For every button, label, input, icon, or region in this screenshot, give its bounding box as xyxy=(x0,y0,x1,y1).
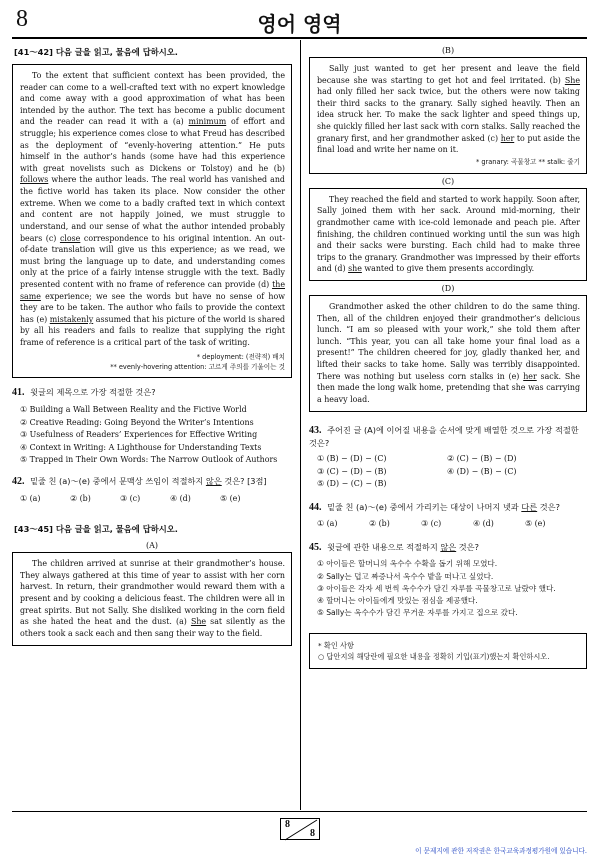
options-row xyxy=(317,453,587,466)
question-43 xyxy=(309,424,587,491)
question-text: 윗글에 관한 내용으로 적절하지 xyxy=(327,541,441,552)
passage-seg: sat silently as the others took a sack each and then sang their way to the field. xyxy=(20,617,286,638)
option-3[interactable]: ③ 아이들은 각자 세 번씩 옥수수가 담긴 자루를 곡물창고로 날랐야 했다. xyxy=(317,583,556,593)
passage-seg: The children arrived at sunrise at their grandmother’s house. They always gathered at this time of year to assist with her corn harvest. In return, their grandmother would reward them with a present and by cooking a delicious feast. The children were all in great spirits. But not Sally. She disliked working in the corn field as she hated the heat and the dust. (a) xyxy=(20,559,285,627)
section-heading-43-45: [43～45] 다음 글을 읽고, 물음에 답하시오. xyxy=(14,524,178,535)
question-text: 것은? xyxy=(537,501,560,512)
passage-seg: To the extent that sufficient context has been provided, the reader can come to a well-crafted text with no expert knowledge and come away with a good approximation of what has been intended by the author. The text has become a public document and the reader can read it with a (a) xyxy=(20,71,285,127)
passage-seg: had only filled her sack twice, but the others were now taking their third sacks to the granary. Sally sighed heavily. Then an idea struck her. To make the sack lighter and speed things up, she quickly filled her last sack with corn stalks. Sally reached the granary first, and her grandmother asked (c) xyxy=(317,87,580,143)
passage-seg: Grandmother asked the other children to do the same thing. Then, all of the children enjoyed their grandmother’s delicious lunch. “I am so pleased with your work,” she told them after lunch. “This year, you can all take home your final load as a present!” The children cheered for joy, gladly thanked her, and lifted their sacks to take home. Sally was terribly disappointed. There was nothing but useless corn stalks in (e) xyxy=(317,302,580,381)
question-41 xyxy=(12,386,292,467)
options xyxy=(309,558,587,619)
passage-label-b: (B) xyxy=(441,46,455,55)
passage-text xyxy=(20,70,285,349)
left-column xyxy=(12,46,292,646)
question-number: 43. xyxy=(309,424,322,436)
footer-page-indicator xyxy=(280,818,320,840)
option-2[interactable]: ② Sally는 덥고 짜증나서 옥수수 밭을 떠나고 싶었다. xyxy=(317,571,494,581)
question-text: 밑줄 친 (a)～(e) 중에서 가리키는 대상이 나머지 넷과 xyxy=(327,501,522,512)
question-text-underlined: 다른 xyxy=(521,501,538,512)
underline-a: minimum xyxy=(188,117,227,127)
question-text-underlined: 않은 xyxy=(205,476,222,487)
footnote-evenly-hovering: ** evenly-hovering attention: 고르게 주의를 기울이는 것 xyxy=(110,362,285,371)
footnote-deployment: * deployment: (전략적) 배치 xyxy=(196,352,285,361)
passage-seg: where the author leads. The real world has vanished and the fictive world has taken its place. Now consider the other extreme. When we come to a badly crafted text in which context and content are not happily joined, we must struggle to understand, and our sense of what the author intended probably bears (c) xyxy=(20,175,285,243)
option-1[interactable]: ① 아이들은 할머니의 옥수수 수확을 돕기 위해 모였다. xyxy=(317,559,498,569)
option-5[interactable]: ⑤ Trapped in Their Own Words: The Narrow Outlook of Authors xyxy=(20,455,278,465)
header-rule xyxy=(12,37,587,39)
question-45 xyxy=(309,541,587,619)
passage-d xyxy=(309,295,587,411)
passage-a xyxy=(12,552,292,645)
page-header xyxy=(12,6,587,36)
question-44 xyxy=(309,501,587,531)
options xyxy=(309,518,587,531)
footer-page-number: 8 xyxy=(285,819,290,830)
passage-seg: experience; we see the words but have no sense of how they are to be taken. The author who fails to provide the context has (e) xyxy=(20,291,285,324)
page-number: 8 xyxy=(16,6,28,32)
footer-rule xyxy=(12,811,587,812)
underline-c: close xyxy=(59,233,81,243)
question-text: 것은? [3점] xyxy=(221,476,267,487)
option-2[interactable]: ② (b) xyxy=(70,493,91,503)
passage-seg: wanted to give them presents accordingly. xyxy=(361,264,535,274)
option-1[interactable]: ① (B) − (D) − (C) xyxy=(317,453,387,463)
passage-seg: correspondence to his original intention. An out-of-date translation will give us this experience; as we read, we must bring the language up to date, and understanding comes only at the price of a fairly intense struggle with the text. Badly presented content with no frame of reference can provide (d) xyxy=(20,233,285,289)
passage-seg: assumed that his picture of the world is shared by all his readers and fails to realize that supplying the right frame of reference is a critical part of the task of writing. xyxy=(20,314,285,348)
option-5[interactable]: ⑤ (e) xyxy=(220,493,241,503)
underline-e: her xyxy=(523,371,537,381)
passage-seg: of effort and struggle; his experience comes close to what Freud has described as the deployment of “evenly-hovering attention.” He puts himself in the author’s hands (some have had this experience with great novelists such as Dickens or Tolstoy) and he (b) xyxy=(20,117,285,173)
question-number: 41. xyxy=(12,387,25,399)
question-text: 것은? xyxy=(456,541,479,552)
page-title: 영어 영역 xyxy=(257,12,342,36)
passage-c xyxy=(309,188,587,281)
underline-a: She xyxy=(190,617,207,627)
passage-text xyxy=(317,301,580,405)
section-heading-41-42: [41～42] 다음 글을 읽고, 물음에 답하시오. xyxy=(14,47,178,57)
option-2[interactable]: ② Creative Reading: Going Beyond the Writer’s Intentions xyxy=(20,417,254,427)
footnote-granary-stalk: * granary: 곡물창고 ** stalk: 줄기 xyxy=(475,157,580,166)
footer-total-pages: 8 xyxy=(310,828,315,839)
option-2[interactable]: ② (b) xyxy=(369,519,390,529)
passage-41-42 xyxy=(12,64,292,378)
passage-seg: to put aside the final load and write her name on it. xyxy=(317,133,580,155)
passage-text xyxy=(317,63,580,156)
underline-e: mistakenly xyxy=(49,314,94,324)
question-text: 주어진 글 (A)에 이어질 내용을 순서에 맞게 배열한 것으로 가장 적절한 것은? xyxy=(309,424,579,449)
copyright-notice: 이 문제지에 관한 저작권은 한국교육과정평가원에 있습니다. xyxy=(415,847,587,855)
option-1[interactable]: ① Building a Wall Between Reality and the Fictive World xyxy=(20,404,247,414)
confirmation-notice xyxy=(309,633,587,669)
option-3[interactable]: ③ (c) xyxy=(120,493,141,503)
option-4[interactable]: ④ Context in Writing: A Lighthouse for Understanding Texts xyxy=(20,442,262,452)
option-5[interactable]: ⑤ (e) xyxy=(525,519,546,529)
passage-text xyxy=(20,558,285,639)
option-4[interactable]: ④ (d) xyxy=(170,493,191,503)
question-text: 윗글의 제목으로 가장 적절한 것은? xyxy=(30,387,156,398)
option-4[interactable]: ④ (d) xyxy=(473,519,494,529)
notice-title: * 확인 사항 xyxy=(318,641,354,651)
option-1[interactable]: ① (a) xyxy=(317,519,338,529)
option-4[interactable]: ④ (D) − (B) − (C) xyxy=(447,466,517,476)
question-text: 밑줄 친 (a)～(e) 중에서 문맥상 쓰임이 적절하지 xyxy=(30,476,206,487)
right-column xyxy=(309,46,587,669)
passage-seg: They reached the field and started to work happily. Soon after, Sally joined them with her sack. Around mid-morning, their grandmother came with ice-cold lemonade and peach pie. After finishing, the children continued working until the sun was high and their sacks were bursting. Each child had to make three trips to the granary. Grandmother was impressed by their efforts and (d) xyxy=(317,194,580,274)
option-1[interactable]: ① (a) xyxy=(20,493,41,503)
passage-label-d: (D) xyxy=(441,284,455,294)
notice-body: ○ 답안지의 해당란에 필요한 내용을 정확히 기입(표기)했는지 확인하시오. xyxy=(318,652,550,662)
passage-seg: Sally just wanted to get her present and leave the field because she was starting to get hot and feel irritated. (b) xyxy=(317,64,580,85)
option-5[interactable]: ⑤ (D) − (C) − (B) xyxy=(317,479,387,489)
column-divider xyxy=(300,40,301,810)
underline-d: she xyxy=(348,264,362,274)
underline-d: the same xyxy=(20,279,285,301)
passage-text xyxy=(317,194,580,275)
option-3[interactable]: ③ (c) xyxy=(421,519,442,529)
options-row xyxy=(317,466,587,479)
question-42 xyxy=(12,475,292,505)
question-number: 44. xyxy=(309,501,322,513)
passage-label-c: (C) xyxy=(441,176,455,186)
underline-b: She xyxy=(564,75,580,85)
passage-seg: sack. She then made the long walk home, pretending that she was carrying a heavy load. xyxy=(317,371,580,404)
option-3[interactable]: ③ (C) − (D) − (B) xyxy=(317,466,387,476)
question-text-underlined: 않은 xyxy=(440,541,457,552)
option-5[interactable]: ⑤ Sally는 옥수수가 담긴 무거운 자루를 가지고 집으로 갔다. xyxy=(317,608,518,618)
options xyxy=(12,493,292,506)
passage-label-a: (A) xyxy=(145,541,159,551)
question-number: 45. xyxy=(309,541,322,553)
options xyxy=(12,404,292,467)
option-4[interactable]: ④ 할머니는 아이들에게 맛있는 점심을 제공했다. xyxy=(317,595,478,605)
options xyxy=(309,453,587,491)
underline-c: her xyxy=(500,133,515,143)
passage-b xyxy=(309,57,587,174)
option-2[interactable]: ② (C) − (B) − (D) xyxy=(447,453,517,463)
underline-b: follows xyxy=(20,175,49,185)
option-3[interactable]: ③ Usefulness of Readers’ Experiences for Effective Writing xyxy=(20,430,258,440)
question-number: 42. xyxy=(12,476,25,488)
